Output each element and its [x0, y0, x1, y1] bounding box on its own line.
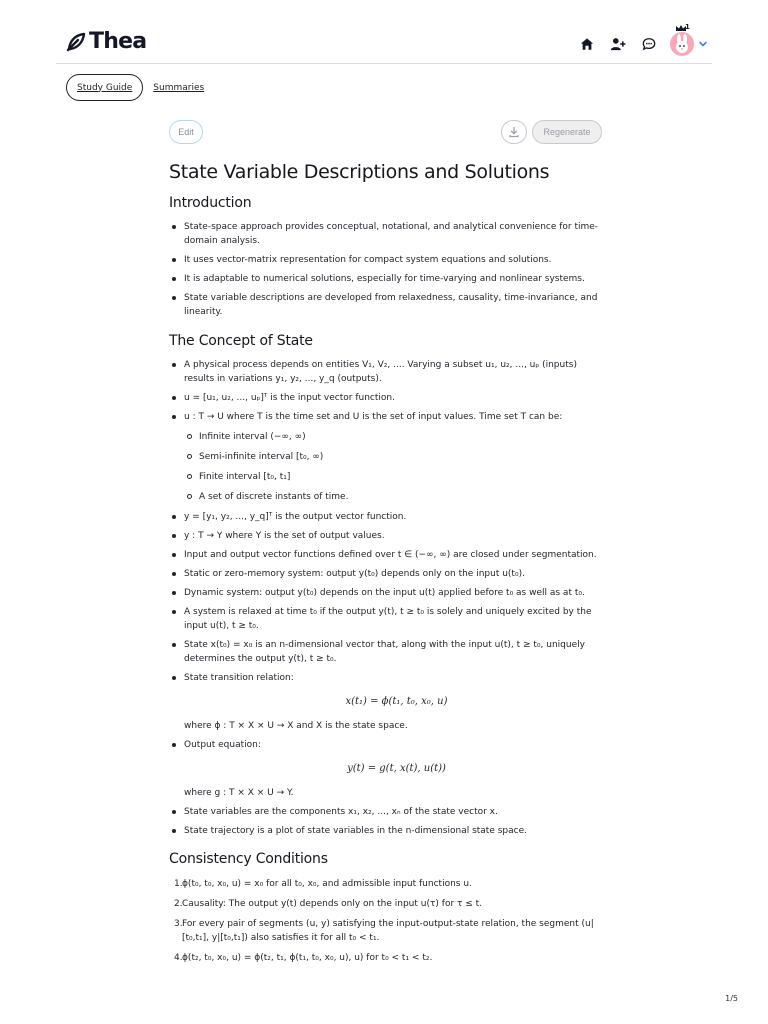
list-item: It uses vector-matrix representation for compact system equations and solutions.: [169, 253, 609, 267]
state-transition-equation: x(t₁) = ϕ(t₁, t₀, x₀, u): [345, 696, 448, 707]
list-item: u = [u₁, u₂, ..., uₚ]ᵀ is the input vector function.: [169, 391, 609, 405]
bunny-avatar-icon: [670, 32, 694, 56]
intro-list: [169, 220, 609, 319]
header-divider: [56, 63, 712, 64]
consistency-list: [169, 877, 609, 965]
page-title: State Variable Descriptions and Solutions: [169, 161, 550, 183]
crown-count: 1: [685, 23, 690, 31]
list-item: Dynamic system: output y(t₀) depends on the input u(t) applied before t₀ as well as at t₀.: [169, 586, 609, 600]
chevron-down-icon[interactable]: [698, 39, 708, 49]
list-item: [169, 410, 609, 504]
list-item: 4. ϕ(t₂, t₀, x₀, u) = ϕ(t₂, t₁, ϕ(t₁, t₀, x₀, u), u) for t₀ < t₁ < t₂.: [174, 953, 433, 963]
tab-study-guide[interactable]: Study Guide: [66, 74, 143, 101]
nav-icons: [565, 23, 708, 56]
leaf-logo-icon: [64, 30, 88, 54]
time-set-list: [184, 430, 609, 504]
logo-text: Thea: [89, 29, 147, 54]
list-item: 3. For every pair of segments (u, y) satisfying the input-output-state relation, the segment (u|[t₀,t₁], y|[t₀,t₁]) also satisfies it for all t₀ < t₁.: [169, 917, 609, 945]
tab-summaries[interactable]: Summaries: [153, 82, 205, 93]
list-item: Static or zero-memory system: output y(t₀) depends only on the input u(t₀).: [169, 567, 609, 581]
page-counter: 1/5: [725, 994, 738, 1003]
equation-note: where ϕ : T × X × U → X and X is the state space.: [184, 721, 408, 731]
chat-icon[interactable]: [640, 35, 658, 53]
concept-list: [169, 358, 609, 838]
section-heading-concept-of-state: The Concept of State: [169, 333, 313, 349]
tab-bar: [66, 74, 204, 101]
list-item: [169, 738, 609, 800]
list-item: It is adaptable to numerical solutions, especially for time-varying and nonlinear systems.: [169, 272, 609, 286]
list-item-text: ϕ(t₂, t₀, x₀, u) = ϕ(t₂, t₁, ϕ(t₁, t₀, x₀, u), u) for t₀ < t₁ < t₂.: [182, 953, 433, 963]
avatar[interactable]: [670, 23, 694, 56]
document: [169, 160, 609, 971]
top-bar: [0, 0, 768, 64]
list-item-text: ϕ(t₀, t₀, x₀, u) = x₀ for all t₀, x₀, and admissible input functions u.: [182, 879, 472, 889]
section-heading-consistency-conditions: Consistency Conditions: [169, 851, 328, 867]
home-icon[interactable]: [578, 35, 596, 53]
list-item: y = [y₁, y₂, ..., y_q]ᵀ is the output vector function.: [169, 510, 609, 524]
regenerate-button[interactable]: Regenerate: [532, 120, 602, 144]
section-heading-introduction: Introduction: [169, 195, 252, 211]
list-item-text: State transition relation:: [184, 673, 294, 683]
list-item: State-space approach provides conceptual, notational, and analytical convenience for time-domain analysis.: [169, 220, 609, 248]
list-item: State trajectory is a plot of state variables in the n-dimensional state space.: [169, 824, 609, 838]
list-item: State variables are the components x₁, x₂, ..., xₙ of the state vector x.: [169, 805, 609, 819]
download-icon: [508, 126, 520, 138]
list-item: 2. Causality: The output y(t) depends only on the input u(τ) for τ ≤ t.: [174, 899, 483, 909]
list-item-text: u : T → U where T is the time set and U is the set of input values. Time set T can be:: [184, 412, 563, 422]
list-item: State x(t₀) = x₀ is an n-dimensional vector that, along with the input u(t), t ≥ t₀, uniquely determines the output y(t), t ≥ t₀.: [169, 638, 609, 666]
list-item: A system is relaxed at time t₀ if the output y(t), t ≥ t₀ is solely and uniquely excited by the input u(t), t ≥ t₀.: [169, 605, 609, 633]
list-item: A set of discrete instants of time.: [184, 490, 609, 504]
logo[interactable]: [64, 30, 146, 54]
list-item: Semi-infinite interval [t₀, ∞): [184, 450, 609, 464]
list-item: A physical process depends on entities V₁, V₂, .... Varying a subset u₁, u₂, ..., uₚ (inputs) results in variations y₁, y₂, ..., y_q (outputs).: [169, 358, 609, 386]
equation-note: where g : T × X × U → Y.: [184, 788, 294, 798]
list-item: Infinite interval (−∞, ∞): [184, 430, 609, 444]
list-item: y : T → Y where Y is the set of output values.: [169, 529, 609, 543]
list-item: State variable descriptions are developed from relaxedness, causality, time-invariance, and linearity.: [169, 291, 609, 319]
list-item: [169, 671, 609, 733]
download-button[interactable]: [501, 120, 527, 144]
list-item-text: Output equation:: [184, 740, 261, 750]
edit-button[interactable]: Edit: [169, 120, 203, 144]
output-equation: y(t) = g(t, x(t), u(t)): [347, 763, 446, 774]
list-item: Input and output vector functions defined over t ∈ (−∞, ∞) are closed under segmentation.: [169, 548, 609, 562]
list-item-text: Causality: The output y(t) depends only on the input u(τ) for τ ≤ t.: [182, 899, 483, 909]
list-item-text: For every pair of segments (u, y) satisfying the input-output-state relation, the segment (u|[t₀,t₁], y|[t₀,t₁]) also satisfies it for all t₀ < t₁.: [182, 919, 594, 943]
list-item: 1. ϕ(t₀, t₀, x₀, u) = x₀ for all t₀, x₀, and admissible input functions u.: [174, 879, 472, 889]
list-item: Finite interval [t₀, t₁]: [184, 470, 609, 484]
add-user-icon[interactable]: [609, 35, 627, 53]
